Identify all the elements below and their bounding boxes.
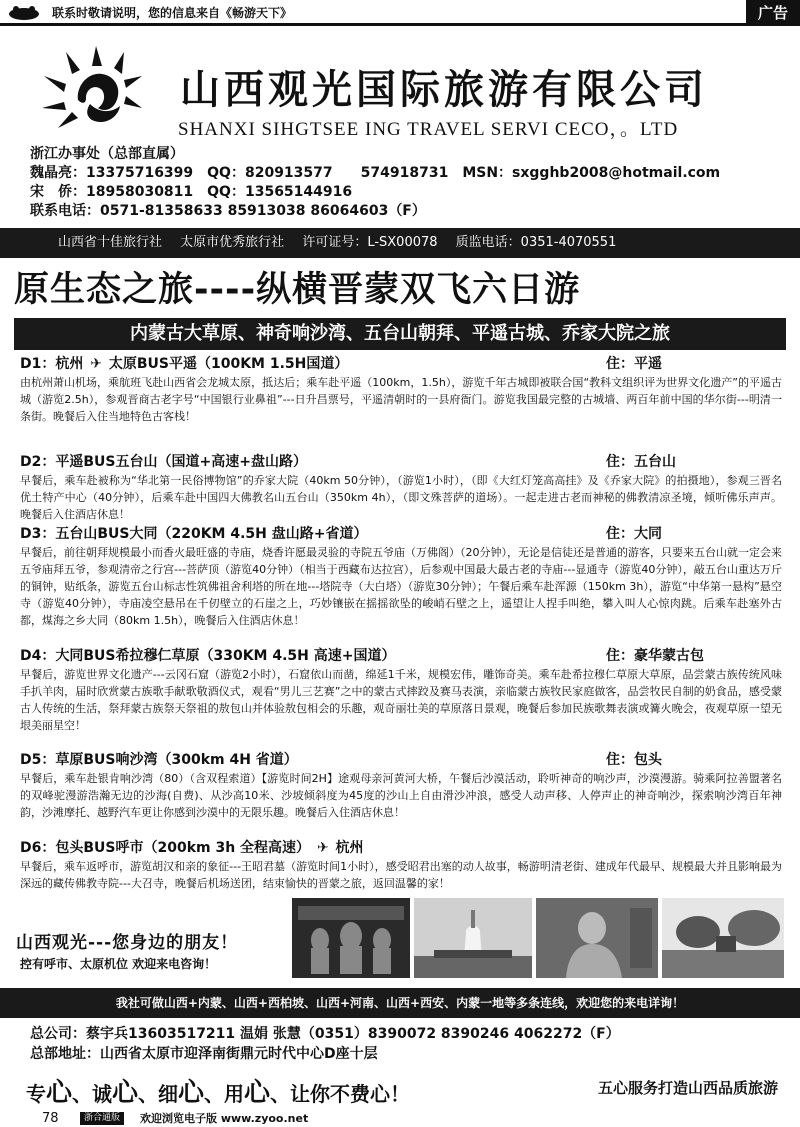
ad-tag: 广告 [746,0,800,26]
company-name-en: SHANXI SIHGTSEE ING TRAVEL SERVI CECO，。LTD [178,119,679,140]
flight-note: 控有呼市、太原机位 欢迎来电咨询！ [20,957,217,971]
day-description: 早餐后，乘车返呼市，游览胡汉和亲的象征---王昭君墓（游览时间1小时），感受昭君出塞的动人故事，畅游明清老街、建成年代最早、规模最大并且影响最为深远的藏传佛教寺院---大召寺，晚餐后机场送团，结束愉快的晋蒙之旅，返回温馨的家！ [20,860,782,890]
day-description: 早餐后，乘车赴银肯响沙湾（80）（含双程索道）【游览时间2H】途观母亲河黄河大桥，午餐后沙漠活动，聆听神奇的响沙声，沙漠漫游。骑乘阿拉善盟著名的双峰驼漫游浩瀚无边的沙海(自费)、从沙高10米、沙坡倾斜度为45度的沙山上自由滑沙冲浪，感受人动声移、人停声止的神奇响沙，探索响沙湾百年神韵，沙滩摩托、越野汽车更让你感到沙漠中的无限乐趣。晚餐后入住酒店休息！ [20,772,782,819]
publication-logo-icon [6,3,42,21]
msn-address: sxgghb2008@hotmail.com [512,165,721,181]
contact-phone: 13375716399 [86,165,194,181]
slogan: 山西观光---您身边的朋友！ [16,933,239,953]
day-route: D4：大同BUS希拉穆仁草原（330KM 4.5H 高速+国道） [20,648,396,664]
day-stay: 住：五台山 [606,454,676,470]
five-heart-handwriting: 专心、诚心、细心、用心、让你不费心！ [26,1078,411,1108]
page-number: 78 [42,1111,59,1126]
temple-statues-photo [292,898,410,978]
day-4 [20,646,782,750]
plane-icon: ✈ [90,356,102,372]
route-combo-bar: 我社可做山西+内蒙、山西+西柏坡、山西+河南、山西+西安、内蒙一地等多条连线，欢迎您的来电详询！ [0,988,800,1018]
company-name-cn: 山西观光国际旅游有限公司 [180,66,708,113]
service-motto: 五心服务打造山西品质旅游 [597,1079,778,1097]
day-description: 早餐后，前往朝拜规模最小而香火最旺盛的寺庙，烧香许愿最灵验的寺院五爷庙（万佛阁）（20分钟），无论是信徒还是普通的游客，只要来五台山就一定会来五爷庙拜五爷，参观清帝之行宫---菩萨顶（游览40分钟）（相当于西藏布达拉宫），后参观中国最大最古老的寺庙---显通寺（游览40分钟），敲五台山重达万斤的铜钟，贴纸条，游览五台山标志性筑佛祖舍利塔的所在地---塔院寺（大白塔）（游览30分钟）；午餐后乘车赴浑源（150km 3h），游览“中华第一悬构”悬空寺（游览40分钟），寺庙凌空悬吊在千仞壁立的石崖之上，巧妙镶嵌在摇摇欲坠的峻峭石壁之上，遥望让人捏手叫绝，攀入叫人心惊肉跳。后乘车赴塞外古都，煤海之乡大同（80km 1.5h），晚餐后入住酒店休息！ [20,546,782,627]
day-description: 由杭州萧山机场，乘航班飞赴山西省会龙城太原，抵达后；乘车赴平遥（100km，1.5h），游览千年古城即被联合国“教科文组织评为世界文化遗产”的平遥古城（游览2.5h），参观晋商古老字号“中国银行业鼻祖”---日升昌票号，平遥清朝时的一县府衙门。游览我国最完整的古城墙、两百年前中国的华尔街---明清一条街。晚餐后入住当地特色古客栈！ [20,376,782,423]
page-footer [0,1110,800,1127]
company-header [10,30,790,140]
day-route: D1：杭州 [20,356,84,372]
office-label: 浙江办事处（总部直属） [30,146,184,162]
contact-phone: 18958030811 [86,184,194,200]
day-stay: 住：豪华蒙古包 [606,648,704,664]
source-note: 联系时敬请说明，您的信息来自《畅游天下》 [52,6,293,20]
qq-number-2: 574918731 [360,165,449,181]
day-description: 早餐后，游览世界文化遗产---云冈石窟（游览2小时），石窟依山而凿，绵延1千米，规模宏伟，雕饰奇美。乘车赴希拉穆仁草原大草原，品尝蒙古族传统风味手扒羊肉，届时欣赏蒙古族歌手献歌敬酒仪式，观看“男儿三艺赛”之中的蒙古式摔跤及赛马表演，亲临蒙古族牧民家庭做客，品尝牧民自制的奶食品，感受蒙古人传统的生活，祭拜蒙古族祭天祭祖的敖包山并体验敖包相会的乐趣，观奇丽壮美的草原落日景观，晚餐后参加民族歌舞表演或篝火晚会，夜观草原一望无垠美丽星空！ [20,668,782,732]
day-1 [20,354,782,452]
day-route: D2：平遥BUS五台山（国道+高速+盘山路） [20,454,307,470]
itinerary [20,354,782,892]
award-1: 山西省十佳旅行社 [58,235,163,250]
day-route: D5：草原BUS响沙湾（300km 4H 省道） [20,752,298,768]
day-5 [20,750,782,838]
hq-address: 总部地址：山西省太原市迎泽南街鼎元时代中心D座十层 [30,1046,378,1062]
contact-song [30,183,770,202]
tel-label: 联系电话： [30,203,100,219]
tour-title: 原生态之旅----纵横晋蒙双飞六日游 [14,270,581,310]
agency-bar [0,228,800,258]
tel-numbers: 0571-81358633 85913038 86064603（F） [100,203,426,219]
white-pagoda-photo [414,898,532,978]
contact-wei [30,164,770,183]
day-6 [20,838,782,892]
day-route-dest: 太原BUS平遥（100KM 1.5H国道） [108,356,349,372]
contact-block [30,145,770,221]
day-route-dest: 杭州 [335,840,364,856]
top-bar [0,0,800,26]
license-number: 许可证号：L-SX00078 [302,235,438,250]
qq-number: 820913577 [244,165,333,181]
qq-label: QQ： [207,184,245,200]
contact-tel [30,202,770,221]
sun-logo-icon [38,42,148,132]
tour-subtitle: 内蒙古大草原、神奇响沙湾、五台山朝拜、平遥古城、乔家大院之旅 [14,318,786,350]
photo-strip [292,898,784,978]
contact-name: 宋 侨： [30,184,86,200]
contact-name: 魏晶亮： [30,165,86,181]
plane-icon: ✈ [316,840,329,856]
msn-label: MSN： [462,165,513,181]
garden-pavilion-photo [662,898,784,978]
qq-number: 13565144916 [244,184,353,200]
hq-contacts: 总公司：蔡宇兵13603517211 温娟 张慧（0351）8390072 8390246 4062272（F） [30,1026,620,1042]
day-route: D6：包头BUS呼市（200km 3h 全程高速） [20,840,311,856]
award-2: 太原市优秀旅行社 [180,235,285,250]
headquarters-info [30,1024,620,1064]
edition-badge: 浙合通版 [80,1112,124,1125]
day-3 [20,524,782,646]
grotto-buddha-photo [536,898,658,978]
day-stay: 住：包头 [606,752,662,768]
day-route: D3：五台山BUS大同（220KM 4.5H 盘山路+省道） [20,526,368,542]
quality-phone: 质监电话：0351-4070551 [455,235,617,250]
website-link[interactable]: 欢迎浏览电子版 www.zyoo.net [140,1112,309,1125]
day-stay: 住：大同 [606,526,662,542]
day-description: 早餐后，乘车赴被称为“华北第一民俗博物馆”的乔家大院（40km 50分钟），（游览1小时），（即《大红灯笼高高挂》及《乔家大院》的拍摄地），参观三晋名优土特产中心（40分钟），后乘车赴中国四大佛教名山五台山（350km 4h），（即文殊菩萨的道场）。一起走进古老而神秘的佛教清凉圣境，倾听佛乐声声。晚餐后入住酒店休息！ [20,474,782,521]
day-stay: 住：平遥 [606,356,662,372]
day-2 [20,452,782,524]
qq-label: QQ： [207,165,245,181]
five-heart-slogan [18,1070,788,1106]
